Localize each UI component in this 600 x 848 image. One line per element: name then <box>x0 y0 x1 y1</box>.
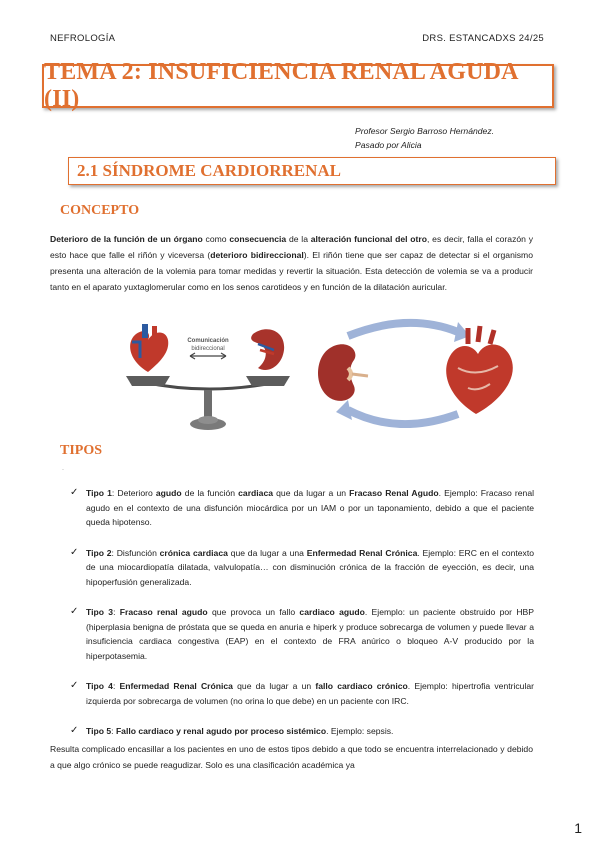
balance-scale-figure <box>118 320 298 438</box>
tipo-bold: Enfermedad Renal Crónica <box>306 547 418 558</box>
cycle-arrow-bottom <box>348 410 458 424</box>
checkmark-icon: ✓ <box>70 725 79 736</box>
tipo-text: . Ejemplo: un paciente obstruido por HBP (hiperplasia benigna de próstata que se queda en anuria e hiperk y produce sobrecarga de volumen y puede llevar a insuficiencia cardiaca congestiva (EAP) en el contexto de FRA anúrico o bloqueo A-V producido por la hiperpotasemia. <box>86 607 534 661</box>
tipo-text: . Ejemplo: sepsis. <box>326 726 394 736</box>
section-title: 2.1 SÍNDROME CARDIORRENAL <box>77 161 341 180</box>
title-box <box>42 59 554 112</box>
tipo-text: : Deterioro <box>111 488 156 498</box>
concepto-bold: deterioro bidireccional <box>210 250 304 260</box>
scale-post <box>204 390 212 420</box>
concepto-text: de la <box>286 234 311 244</box>
tipo-bold: Fallo cardiaco y renal agudo por proceso sistémico <box>115 726 327 736</box>
tipo-text: : <box>113 607 120 617</box>
tipo-bold: Fracaso Renal Agudo <box>349 488 439 498</box>
page-title: TEMA 2: INSUFICIENCIA RENAL AGUDA (II) <box>44 59 518 112</box>
tipo-text: que provoca un fallo <box>207 607 300 617</box>
concepto-bold: Deterioro de la función de un órgano <box>50 234 203 244</box>
tipo-lead: Tipo 1 <box>86 488 112 498</box>
list-item <box>70 486 534 530</box>
tipo-text: que da lugar a un <box>232 681 316 691</box>
concepto-bold: consecuencia <box>229 234 287 244</box>
page-number: 1 <box>574 820 582 836</box>
author-block <box>355 124 494 152</box>
tipo-text: que da lugar a un <box>273 488 350 498</box>
tipo-bold: cardiaca <box>238 488 274 498</box>
header-subject: NEFROLOGÍA <box>50 33 116 44</box>
tipo-lead: Tipo 4 <box>86 681 113 691</box>
concepto-text: como <box>202 234 230 244</box>
tipo-bold: Enfermedad Renal Crónica <box>119 681 233 691</box>
concepto-text: , es decir, falla el corazón y esto hace que falle el riñón y viceversa ( <box>50 234 534 260</box>
tipo-text: que da lugar a una <box>227 547 307 558</box>
cycle-arrow-top <box>348 323 458 336</box>
tipo-bold: crónica cardiaca <box>159 547 228 558</box>
list-item <box>70 724 534 739</box>
list-item <box>70 605 534 663</box>
checkmark-icon: ✓ <box>70 546 79 558</box>
tipo-text: . Ejemplo: hipertrofia ventricular izquierda por sobrecarga de volumen (no orina lo que debe) en un paciente con IRC. <box>86 681 535 706</box>
checkmark-icon: ✓ <box>70 606 79 617</box>
author-professor: Profesor Sergio Barroso Hernández. <box>355 126 495 136</box>
tipo-text: . Ejemplo: Fracaso renal agudo en el contexto de una disfunción miocárdica por un IAM o por un taponamiento, debido a que el paciente queda hipotenso. <box>86 488 535 527</box>
closing-paragraph: Resulta complicado encasillar a los pacientes en uno de estos tipos debido a que todo se encuentra interrelacionado y debido a que algo crónico se puede reagudizar. Solo es una clasificación académica ya <box>50 744 533 770</box>
concepto-text: ). El riñón tiene que ser capaz de detectar si el organismo presenta una alteración de la volemia para tomar medidas y revertir la situación. Esta detección de volemia se va a producir tanto en el aparato yuxtaglomerular como en los senos carotideos y en función de la dilatación auricular. <box>50 250 533 292</box>
tipos-heading: TIPOS <box>60 443 103 458</box>
tipo-lead: Tipo 3 <box>86 607 114 617</box>
concepto-paragraph <box>50 231 533 295</box>
concepto-heading: CONCEPTO <box>60 203 140 218</box>
kidney-icon <box>251 329 284 370</box>
tipo-lead: Tipo 2 <box>86 547 112 558</box>
tipo-text: . Ejemplo: ERC en el contexto de una miocardiopatía dilatada, valvulopatía… con disminución crónica de la fracción de eyección, es decir, una hipoperfusión generalizada. <box>86 547 534 587</box>
scale-pan-left <box>126 376 170 386</box>
scale-pan-right <box>246 376 290 386</box>
tipo-text: : <box>111 726 116 736</box>
cardiorenal-cycle-figure <box>308 318 528 428</box>
tipos-list <box>70 486 534 739</box>
heart-icon <box>130 324 168 372</box>
figure-label-line1: Comunicación <box>187 338 229 344</box>
author-transcriber: Pasado por Alicia <box>355 140 422 150</box>
tipo-bold: fallo cardiaco crónico <box>315 681 408 691</box>
list-item <box>70 546 534 590</box>
tipo-bold: Fracaso renal agudo <box>119 607 208 617</box>
tipo-text: : Disfunción <box>111 547 160 558</box>
tipo-text: de la función <box>181 488 239 498</box>
kidney-icon <box>318 344 368 401</box>
section-box <box>68 157 556 185</box>
tipo-bold: agudo <box>155 488 182 498</box>
tipo-lead: Tipo 5 <box>86 726 112 736</box>
figure-label-line2: bidireccional <box>191 346 225 352</box>
tipo-text: : <box>112 681 120 691</box>
stray-mark: · <box>62 467 64 473</box>
checkmark-icon: ✓ <box>70 680 79 691</box>
list-item <box>70 679 534 708</box>
tipo-bold: cardiaco agudo <box>299 607 365 617</box>
checkmark-icon: ✓ <box>70 487 79 498</box>
concepto-bold: alteración funcional del otro <box>310 234 428 244</box>
header-authors: DRS. ESTANCADXS 24/25 <box>422 33 544 44</box>
